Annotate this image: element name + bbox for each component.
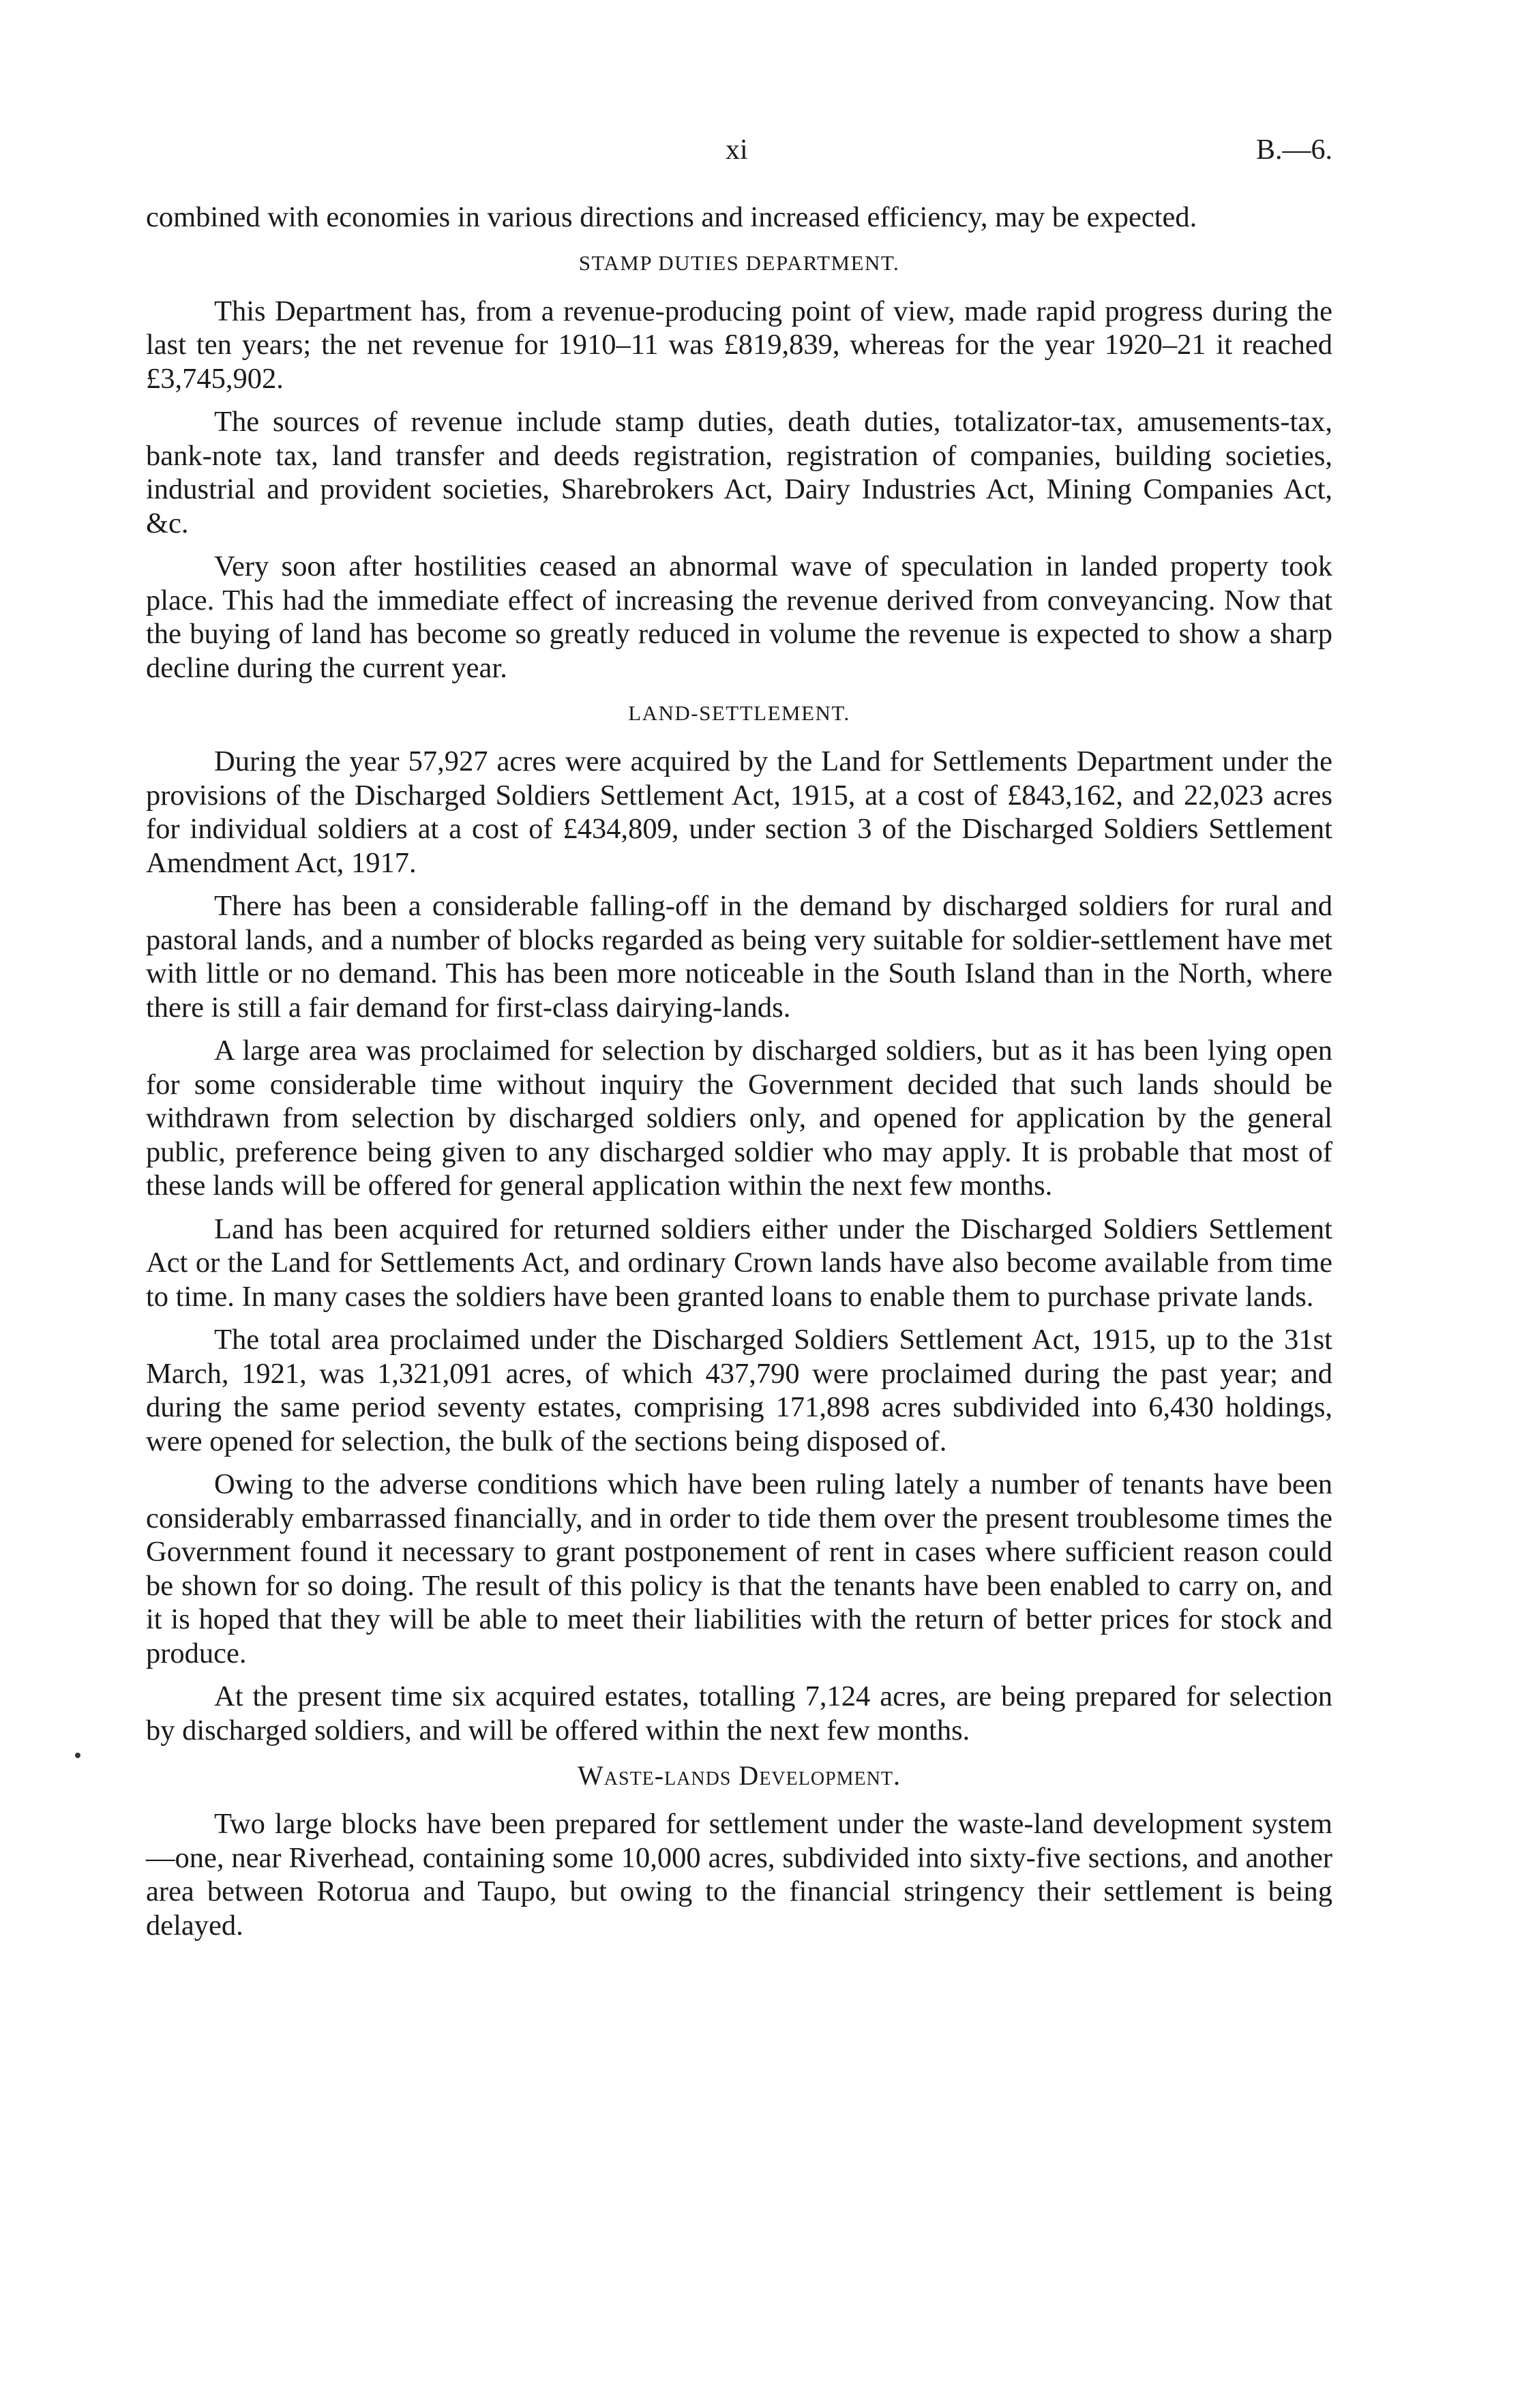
paragraph: Two large blocks have been prepared for settlement under the waste-land development system—one, near Riverhead, containing some 10,000 acres, subdivided into sixty-five sections, and another area between Rotorua and Taupo, but owing to the financial stringency their settlement is being delayed. — [146, 1808, 1332, 1942]
page-header — [146, 134, 1332, 175]
paragraph: At the present time six acquired estates, totalling 7,124 acres, are being prepared for selection by discharged soldiers, and will be offered within the next few months. — [146, 1680, 1332, 1746]
scan-speck — [75, 1753, 80, 1758]
paragraph: There has been a considerable falling-off in the demand by discharged soldiers for rural and pastoral lands, and a number of blocks regarded as being very suitable for soldier-settlement have met with little or no demand. This has been more noticeable in the South Island than in the North, where there is still a fair demand for first-class dairying-lands. — [146, 890, 1332, 1024]
section-heading-waste-lands: Waste-lands Development. — [578, 1760, 901, 1791]
paragraph: Owing to the adverse conditions which have been ruling lately a number of tenants have been considerably embarrassed financially, and in order to tide them over the present troublesome times the Government found it necessary to grant postponement of rent in cases where sufficient reason could be shown for so doing. The result of this policy is that the tenants have been enabled to carry on, and it is hoped that they will be able to meet their liabilities with the return of better prices for stock and produce. — [146, 1468, 1332, 1669]
section-heading-land-settlement: LAND-SETTLEMENT. — [628, 701, 850, 725]
body-text — [146, 200, 1332, 1952]
paragraph: Land has been acquired for returned soldiers either under the Discharged Soldiers Settlement Act or the Land for Settlements Act, and ordinary Crown lands have also become available from time to time. In many cases the soldiers have been granted loans to enable them to purchase private lands. — [146, 1213, 1332, 1313]
document-reference: B.—6. — [1255, 134, 1332, 166]
paragraph: The total area proclaimed under the Discharged Soldiers Settlement Act, 1915, up to the 31st March, 1921, was 1,321,091 acres, of which 437,790 were proclaimed during the past year; and during the same period seventy estates, comprising 171,898 acres subdivided into 6,430 holdings, were opened for selection, the bulk of the sections being disposed of. — [146, 1324, 1332, 1457]
section-heading-stamp-duties: STAMP DUTIES DEPARTMENT. — [578, 250, 900, 275]
paragraph: The sources of revenue include stamp duties, death duties, totalizator-tax, amusements-tax, bank-note tax, land transfer and deeds registration, registration of companies, building societies, industrial and provident societies, Sharebrokers Act, Dairy Industries Act, Mining Companies Act, &c. — [146, 406, 1332, 539]
paragraph: Very soon after hostilities ceased an abnormal wave of speculation in landed property took place. This had the immediate effect of increasing the revenue derived from conveyancing. Now that the buying of land has become so greatly reduced in volume the revenue is expected to show a sharp decline during the current year. — [146, 550, 1332, 684]
paragraph: A large area was proclaimed for selection by discharged soldiers, but as it has been lying open for some considerable time without inquiry the Government decided that such lands should be withdrawn from selection by discharged soldiers only, and opened for application by the general public, preference being given to any discharged soldier who may apply. It is probable that most of these lands will be offered for general application within the next few months. — [146, 1035, 1332, 1202]
paragraph: During the year 57,927 acres were acquired by the Land for Settlements Department under the provisions of the Discharged Soldiers Settlement Act, 1915, at a cost of £843,162, and 22,023 acres for individual soldiers at a cost of £434,809, under section 3 of the Discharged Soldiers Settlement Amendment Act, 1917. — [146, 745, 1332, 879]
paragraph: This Department has, from a revenue-producing point of view, made rapid progress during the last ten years; the net revenue for 1910–11 was £819,839, whereas for the year 1920–21 it reached £3,745,902. — [146, 295, 1332, 395]
page-number: xi — [726, 134, 748, 166]
continued-paragraph: combined with economies in various directions and increased efficiency, may be expected. — [146, 201, 1197, 233]
